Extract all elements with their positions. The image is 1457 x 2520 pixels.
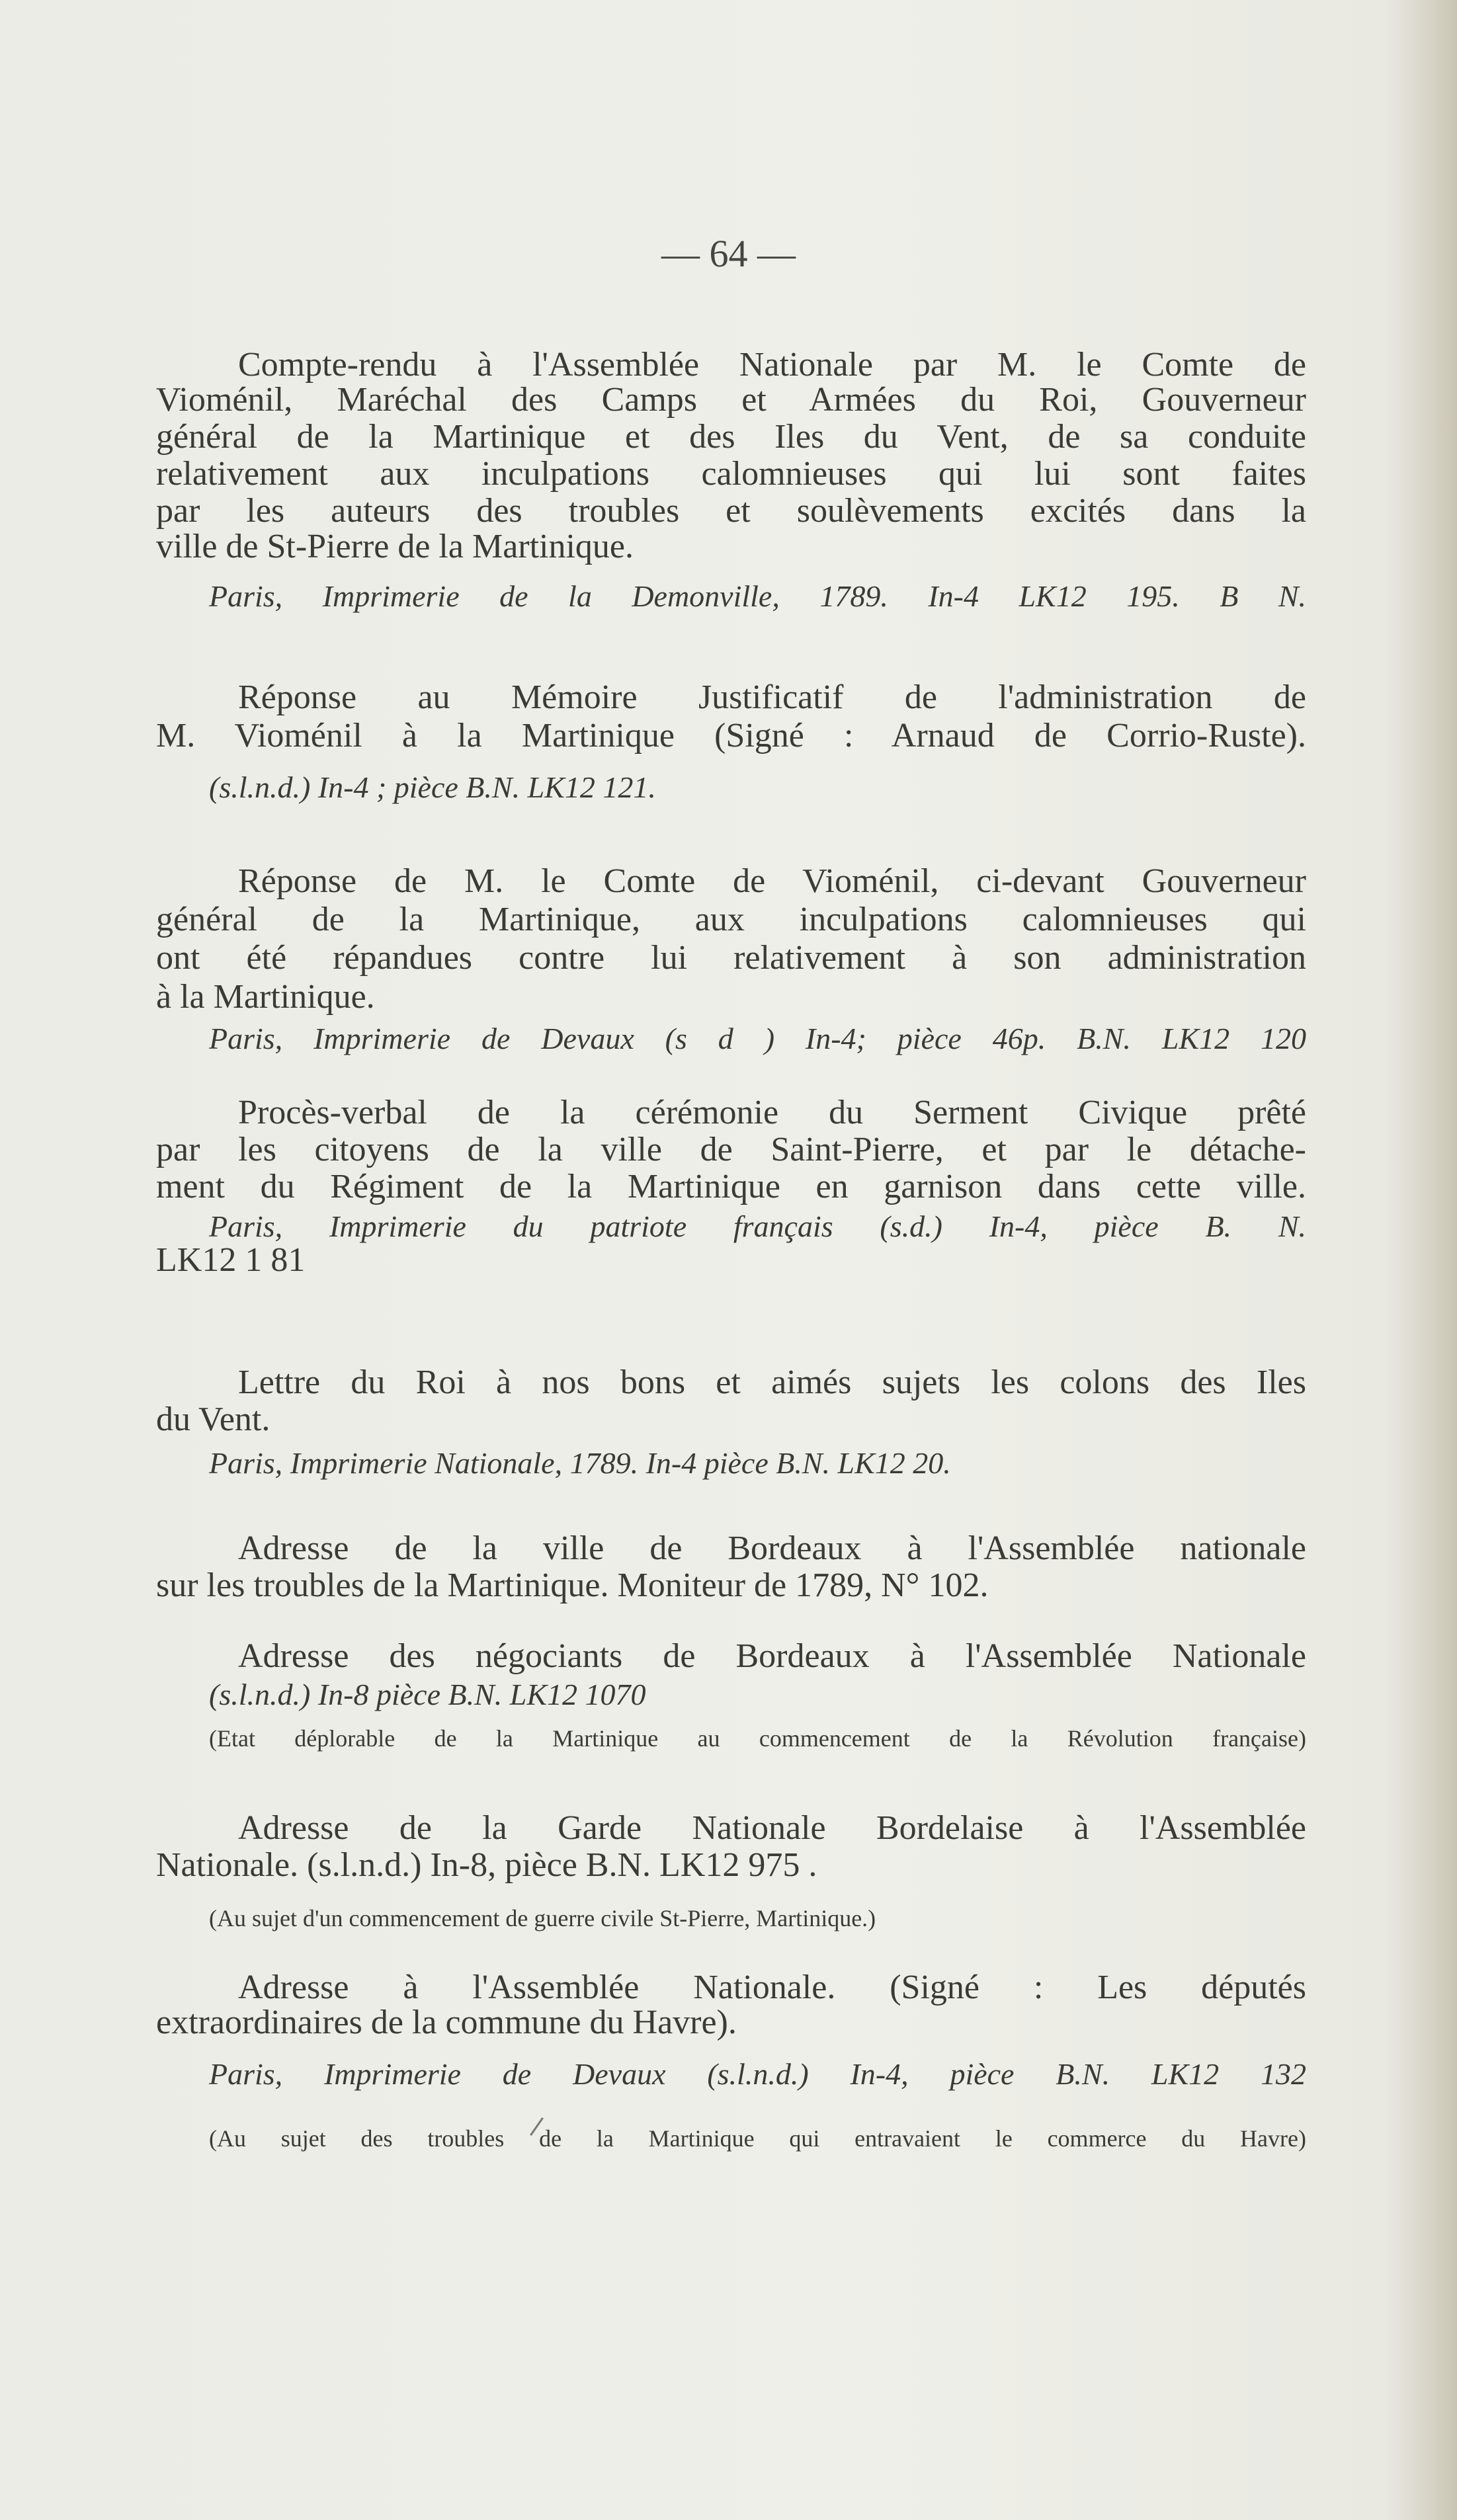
text-line: Réponse de M. le Comte de Vioménil, ci-devant Gouverneur [238, 862, 1306, 900]
text-line: général de la Martinique et des Iles du Vent, de sa conduite [156, 418, 1306, 456]
text-line: par les citoyens de la ville de Saint-Pierre, et par le détache- [156, 1131, 1306, 1168]
page-number: — 64 — [661, 232, 796, 275]
text-line: Vioménil, Maréchal des Camps et Armées du Roi, Gouverneur [156, 381, 1306, 419]
citation-line: Paris, Imprimerie de la Demonville, 1789. In-4 LK12 195. B N. [209, 579, 1306, 613]
text-line: relativement aux inculpations calomnieuses qui lui sont faites [156, 455, 1306, 493]
text-line: Compte-rendu à l'Assemblée Nationale par M. le Comte de [238, 346, 1306, 384]
note-line: (Etat déplorable de la Martinique au commencement de la Révolution française) [209, 1725, 1306, 1752]
text-line: Procès-verbal de la cérémonie du Serment Civique prêté [238, 1094, 1306, 1131]
text-line: Adresse à l'Assemblée Nationale. (Signé : Les députés [238, 1969, 1306, 2006]
note-line: (Au sujet d'un commencement de guerre civile St-Pierre, Martinique.) [209, 1905, 876, 1931]
citation-line: Paris, Imprimerie de Devaux (s.l.n.d.) In-4, pièce B.N. LK12 132 [209, 2057, 1306, 2091]
text-line: sur les troubles de la Martinique. Moniteur de 1789, N° 102. [156, 1566, 989, 1604]
text-line: général de la Martinique, aux inculpations calomnieuses qui [156, 901, 1306, 938]
text-line: Réponse au Mémoire Justificatif de l'administration de [238, 678, 1306, 716]
text-line: du Vent. [156, 1401, 271, 1438]
text-line: par les auteurs des troubles et soulèvements excités dans la [156, 492, 1306, 530]
text-line: Lettre du Roi à nos bons et aimés sujets les colons des Iles [238, 1363, 1306, 1401]
text-line: LK12 1 81 [156, 1241, 306, 1279]
text-line: à la Martinique. [156, 978, 375, 1016]
text-line: ville de St-Pierre de la Martinique. [156, 528, 634, 565]
text-line: Adresse des négociants de Bordeaux à l'Assemblée Nationale [238, 1637, 1306, 1675]
text-line: Nationale. (s.l.n.d.) In-8, pièce B.N. LK12 975 . [156, 1846, 817, 1884]
citation-line: Paris, Imprimerie Nationale, 1789. In-4 pièce B.N. LK12 20. [209, 1446, 951, 1480]
citation-line: (s.l.n.d.) In-8 pièce B.N. LK12 1070 [209, 1678, 646, 1711]
text-line: ont été répandues contre lui relativement à son administration [156, 939, 1306, 977]
text-line: extraordinaires de la commune du Havre). [156, 2004, 737, 2041]
note-line: (Au sujet des troubles de la Martinique qui entravaient le commerce du Havre) [209, 2125, 1306, 2152]
text-line: Adresse de la Garde Nationale Bordelaise à l'Assemblée [238, 1809, 1306, 1847]
citation-line: Paris, Imprimerie du patriote français (s.d.) In-4, pièce B. N. [209, 1209, 1306, 1243]
citation-line: Paris, Imprimerie de Devaux (s d ) In-4; pièce 46p. B.N. LK12 120 [209, 1022, 1306, 1055]
citation-line: (s.l.n.d.) In-4 ; pièce B.N. LK12 121. [209, 770, 656, 804]
text-line: M. Vioménil à la Martinique (Signé : Arnaud de Corrio-Ruste). [156, 717, 1306, 754]
text-line: Adresse de la ville de Bordeaux à l'Assemblée nationale [238, 1529, 1306, 1567]
text-line: ment du Régiment de la Martinique en garnison dans cette ville. [156, 1168, 1306, 1205]
